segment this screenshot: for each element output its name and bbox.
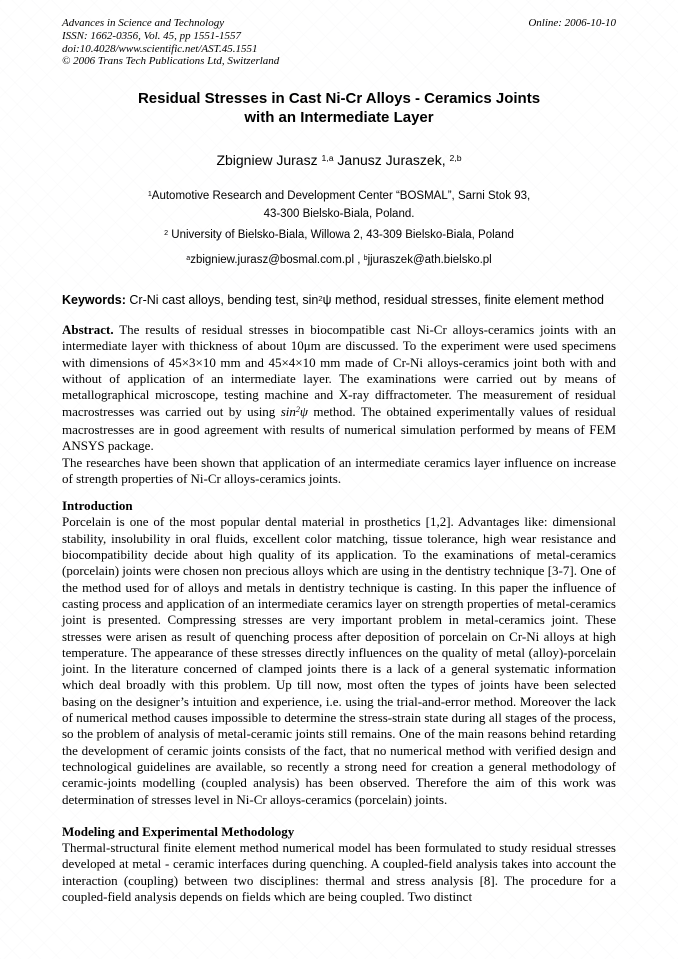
affiliation-1-line1: $^1$Automotive Research and Development Center “BOSMAL”, Sarni Stok 93, [147, 189, 531, 203]
paper-title-line1: Residual Stresses in Cast Ni-Cr Alloys - Ceramics Joints [137, 90, 541, 108]
journal-header-left [62, 17, 279, 68]
journal-issn-volume: ISSN: 1662-0356, Vol. 45, pp 1551-1557 [62, 29, 242, 42]
journal-doi: doi:10.4028/www.scientific.net/AST.45.1551 [62, 42, 258, 55]
online-date: Online: 2006-10-10 [528, 17, 616, 29]
journal-name: Advances in Science and Technology [62, 17, 225, 29]
affiliation-2: $^2$ University of Bielsko-Biala, Willowa 2, 43-309 Bielsko-Biala, Poland [164, 228, 514, 242]
authors-line: Zbigniew Jurasz $^{1,a}$ Janusz Juraszek, $^{2,b}$ [216, 152, 462, 169]
section-heading-introduction: Introduction [62, 498, 133, 514]
author-emails: $^a$zbigniew.jurasz@bosmal.com.pl , $^b$jjuraszek@ath.bielsko.pl [186, 253, 492, 267]
affiliation-1 [62, 188, 616, 223]
introduction-paragraph: Porcelain is one of the most popular dental material in prosthetics [1,2]. Advantages like: dimensional stability, insolubility in oral fluids, excellent color matching, tissue tolerance, high wear resistance and biocompatibility decide about high quality of its application. To the examinations of metal-ceramics (porcelain) joints were chosen non precious alloys which are using in the dentistry technique [3-7]. One of the method used for of alloys and metals in dentistry technique is casting. In this paper the influence of casting process and application of an intermediate ceramics layer on strength properties of metal-ceramics joint is presented. Compressing stresses are very important problem in metal-ceramics joint. These stresses were arisen as result of quenching process after deposition of porcelain on Cr-Ni alloys at high temperature. The appearance of these stresses directly influences on the quality of metal (alloy)-porcelain joint. In the literature concerned of clamped joints there is a lack of a general systematic information which deal broadly with this problem. Up till now, most often the types of joints have been selected basing on the designer’s intuition and experience, i.e. using the trial-and-error method. Moreover the lack of numerical method causes impossible to determine the stress-strain state during all stages of the process, so the problem of analysis of metal-ceramic joints still remains. One of the main reasons behind retarding the development of ceramic joints consists of the fact, that no numerical method with verified design and technological guidelines are available, so recently a strong need for creation a general methodology of ceramic-joints modelling (coupled analysis) has been observed. Therefore the aim of this work was determination of stresses level in Ni-Cr alloys-ceramics (porcelain) joints. [62, 514, 616, 807]
journal-copyright: © 2006 Trans Tech Publications Ltd, Switzerland [62, 55, 280, 68]
affiliation-1-line2: 43-300 Bielsko-Biala, Poland. [263, 208, 415, 221]
journal-header [62, 17, 616, 68]
abstract-paragraph: Abstract. The results of residual stresses in biocompatible cast Ni-Cr alloys-ceramics joints with an intermediate layer with thickness of about 10μm are discussed. To the experiment were used specimens with dimensions of 45×3×10 mm and 45×4×10 mm made of Cr-Ni alloys-ceramics joint both with and without of application of an intermediate layer. The examinations were carried out by means of metallographical microscope, testing machine and X-ray diffractometer. The measurement of residual macrostresses was carried out by using $\sin^2\psi$ method. The obtained experimentally values of residual macrostresses are in good agreement with results of numerical simulation performed by means of FEM ANSYS package. [62, 322, 616, 454]
paper-title-line2: with an Intermediate Layer [244, 109, 434, 127]
keywords-line: Keywords: Cr-Ni cast alloys, bending test, $\sin^2\psi$ method, residual stresses, finite element method [62, 293, 604, 308]
abstract-closing-paragraph: The researches have been shown that application of an intermediate ceramics layer influence on increase of strength properties of Ni-Cr alloys-ceramics joints. [62, 454, 616, 486]
section-heading-modeling: Modeling and Experimental Methodology [62, 823, 295, 839]
paper-title [62, 89, 616, 127]
abstract-block [62, 322, 616, 487]
modeling-paragraph: Thermal-structural finite element method numerical model has been formulated to study residual stresses developed at metal - ceramic interfaces during quenching. A coupled-field analysis takes into account the interaction (coupling) between two disciplines: thermal and stress analysis [8]. The procedure for a coupled-field analysis depends on fields which are being coupled. Two distinct [62, 840, 616, 904]
